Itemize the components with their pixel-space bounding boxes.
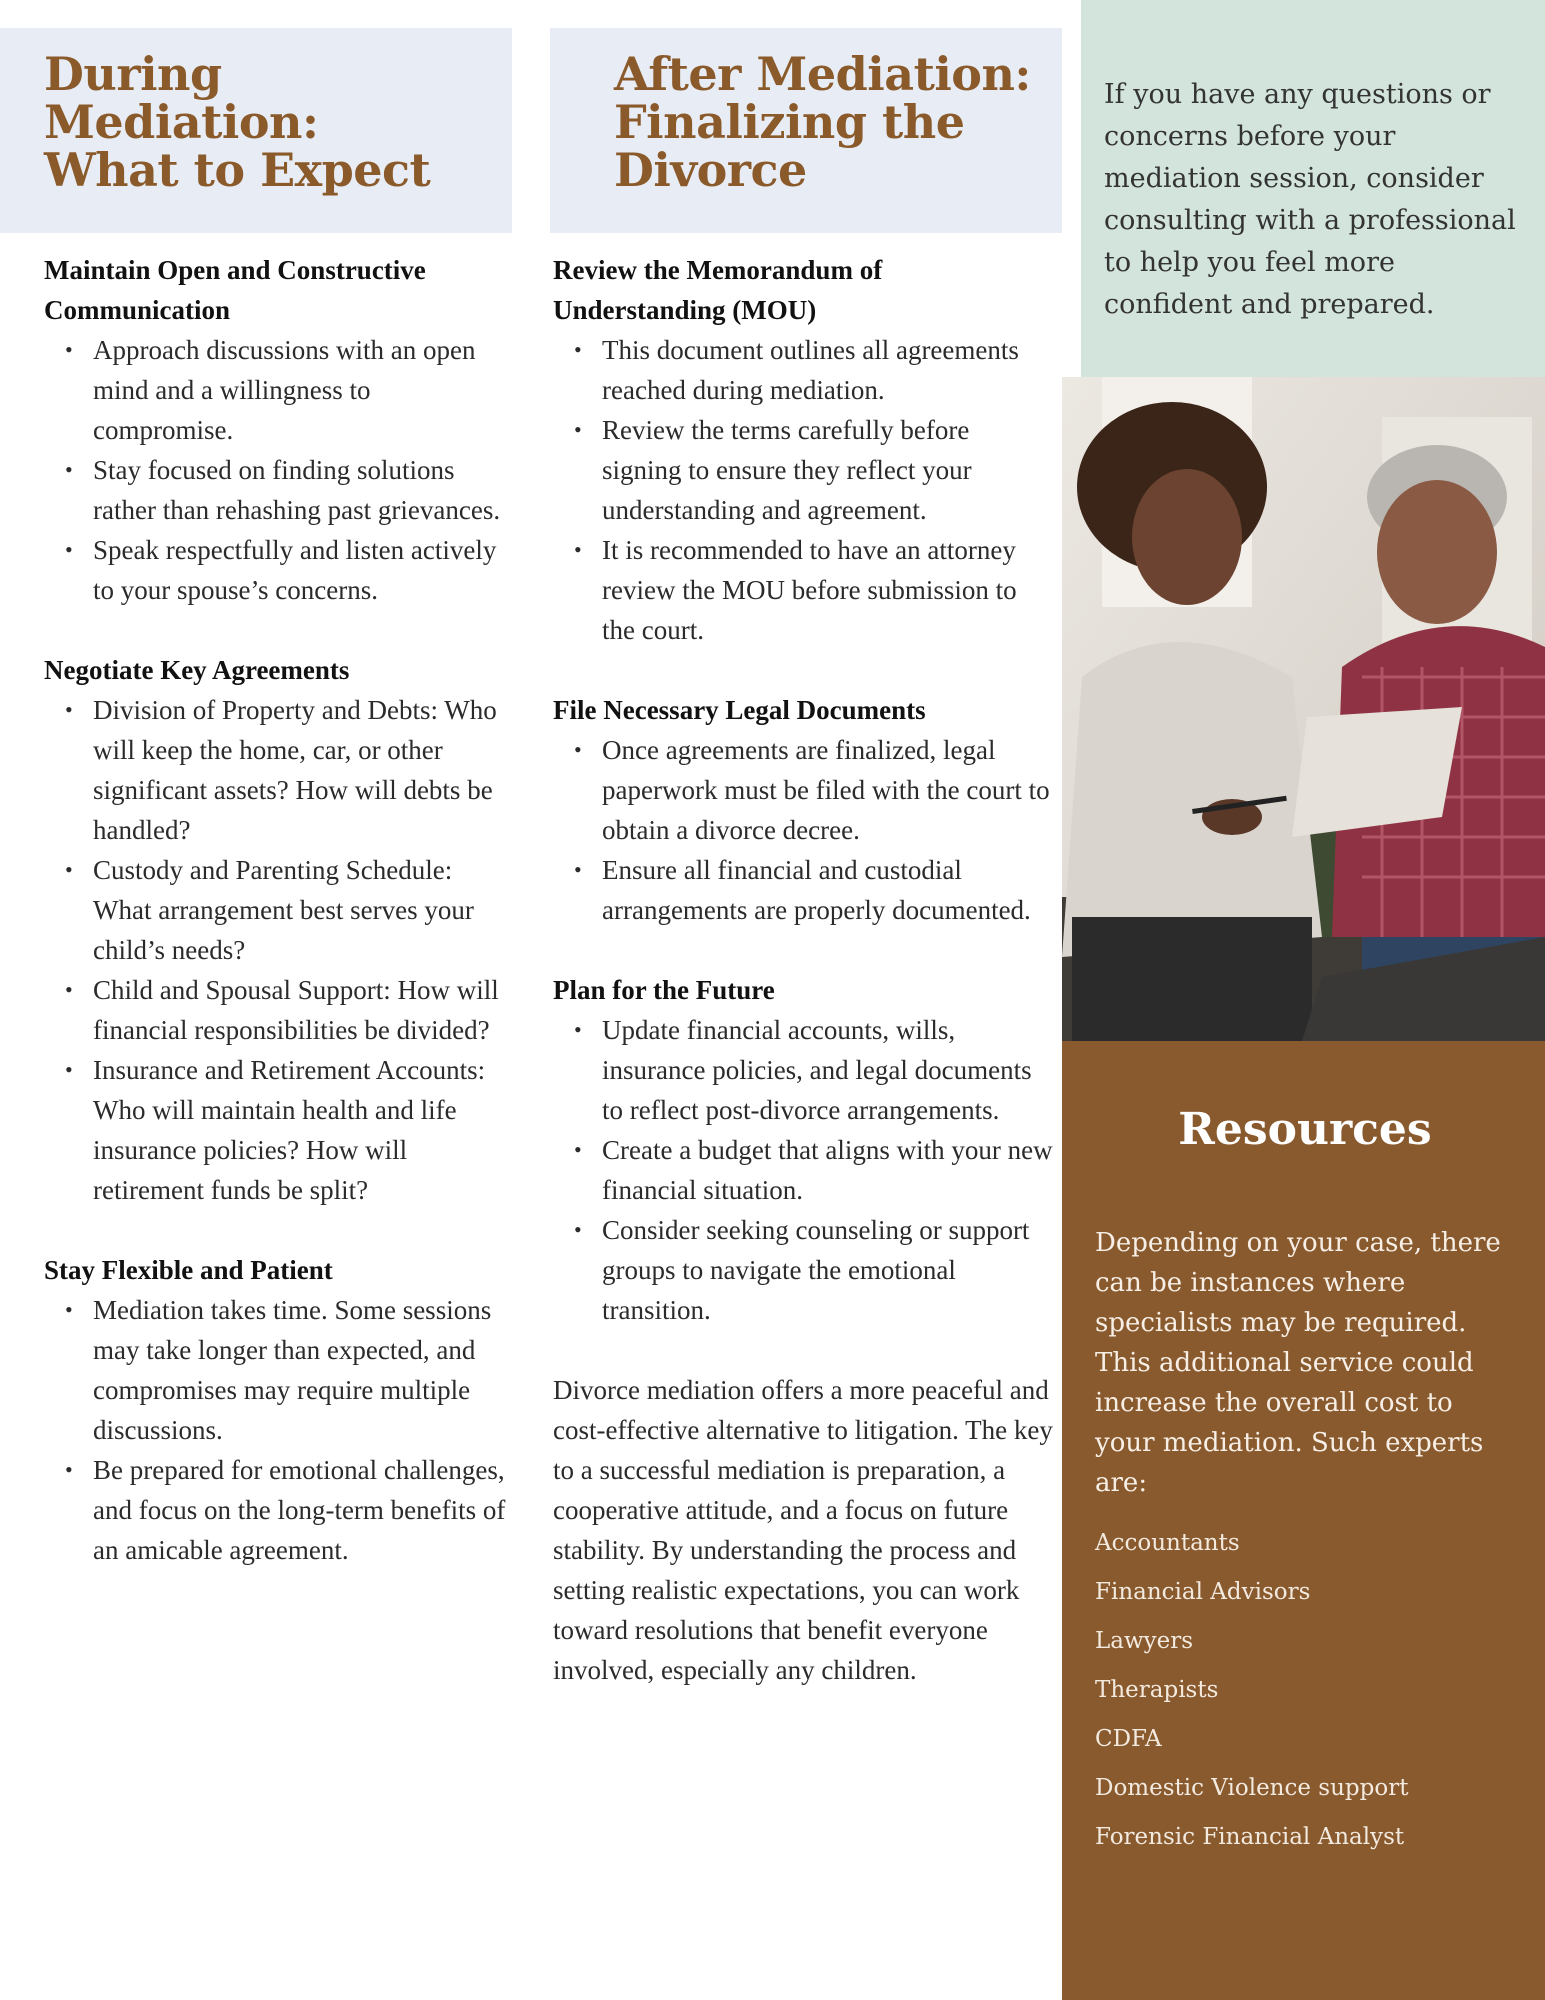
resources-title: Resources	[1178, 1104, 1432, 1155]
section-heading: File Necessary Legal Documents	[553, 695, 926, 725]
list-item: • Create a budget that aligns with your new financial situation.	[602, 1130, 1053, 1210]
bullet-list	[553, 730, 1053, 930]
section-heading: Stay Flexible and Patient	[44, 1255, 333, 1285]
list-item: • Insurance and Retirement Accounts: Who will maintain health and life insurance policies? How will retirement funds be split?	[93, 1050, 514, 1210]
section-heading: Review the Memorandum of Understanding (MOU)	[553, 255, 883, 325]
list-item: • Approach discussions with an open mind and a willingness to compromise.	[93, 330, 514, 450]
list-item: • Ensure all financial and custodial arrangements are properly documented.	[602, 850, 1053, 930]
bullet-list	[44, 1290, 514, 1570]
list-item: • Division of Property and Debts: Who will keep the home, car, or other significant assets? How will debts be handled?	[93, 690, 514, 850]
resource-item: Forensic Financial Analyst	[1095, 1824, 1405, 1850]
section-heading: Plan for the Future	[553, 975, 775, 1005]
resource-item: CDFA	[1095, 1726, 1162, 1752]
list-item: • Custody and Parenting Schedule: What arrangement best serves your child’s needs?	[93, 850, 514, 970]
resources-intro: Depending on your case, there can be instances where specialists may be required. This additional service could increase the overall cost to your mediation. Such experts are:	[1095, 1228, 1501, 1498]
resource-item: Domestic Violence support	[1095, 1775, 1409, 1801]
resources-list	[1095, 1519, 1515, 1862]
section-heading: Maintain Open and Constructive Communication	[44, 255, 426, 325]
list-item: • This document outlines all agreements reached during mediation.	[602, 330, 1053, 410]
bullet-list	[553, 1010, 1053, 1330]
during-column	[44, 250, 514, 1570]
during-title: During Mediation: What to Expect	[44, 47, 431, 197]
resource-item: Financial Advisors	[1095, 1579, 1311, 1605]
list-item: • It is recommended to have an attorney review the MOU before submission to the court.	[602, 530, 1053, 650]
after-title: After Mediation: Finalizing the Divorce	[614, 47, 1031, 197]
list-item: • Once agreements are finalized, legal paperwork must be filed with the court to obtain a divorce decree.	[602, 730, 1053, 850]
bullet-list	[553, 330, 1053, 650]
questions-note-text: If you have any questions or concerns before your mediation session, consider consulting with a professional to help you feel more confident and prepared.	[1104, 79, 1516, 320]
list-item: • Speak respectfully and listen actively to your spouse’s concerns.	[93, 530, 514, 610]
list-item: • Stay focused on finding solutions rather than rehashing past grievances.	[93, 450, 514, 530]
resource-item: Accountants	[1095, 1530, 1240, 1556]
bullet-list	[44, 690, 514, 1210]
photo-illustration	[1062, 377, 1545, 1041]
list-item: • Review the terms carefully before signing to ensure they reflect your understanding and agreement.	[602, 410, 1053, 530]
resources-panel	[1062, 1041, 1545, 2000]
after-column	[553, 250, 1053, 1690]
list-item: • Mediation takes time. Some sessions may take longer than expected, and compromises may require multiple discussions.	[93, 1290, 514, 1450]
list-item: • Be prepared for emotional challenges, and focus on the long-term benefits of an amicable agreement.	[93, 1450, 514, 1570]
closing-paragraph: Divorce mediation offers a more peaceful and cost-effective alternative to litigation. The key to a successful mediation is preparation, a cooperative attitude, and a focus on future stability. By understanding the process and setting realistic expectations, you can work toward resolutions that benefit everyone involved, especially any children.	[553, 1375, 1053, 1685]
after-header-box	[550, 28, 1062, 233]
resource-item: Lawyers	[1095, 1628, 1194, 1654]
bullet-list	[44, 330, 514, 610]
list-item: • Child and Spousal Support: How will financial responsibilities be divided?	[93, 970, 514, 1050]
questions-note-box	[1081, 0, 1545, 377]
section-heading: Negotiate Key Agreements	[44, 655, 350, 685]
couple-photo	[1062, 377, 1545, 1041]
list-item: • Update financial accounts, wills, insurance policies, and legal documents to reflect post-divorce arrangements.	[602, 1010, 1053, 1130]
during-header-box	[0, 28, 512, 233]
resource-item: Therapists	[1095, 1677, 1219, 1703]
list-item: • Consider seeking counseling or support groups to navigate the emotional transition.	[602, 1210, 1053, 1330]
